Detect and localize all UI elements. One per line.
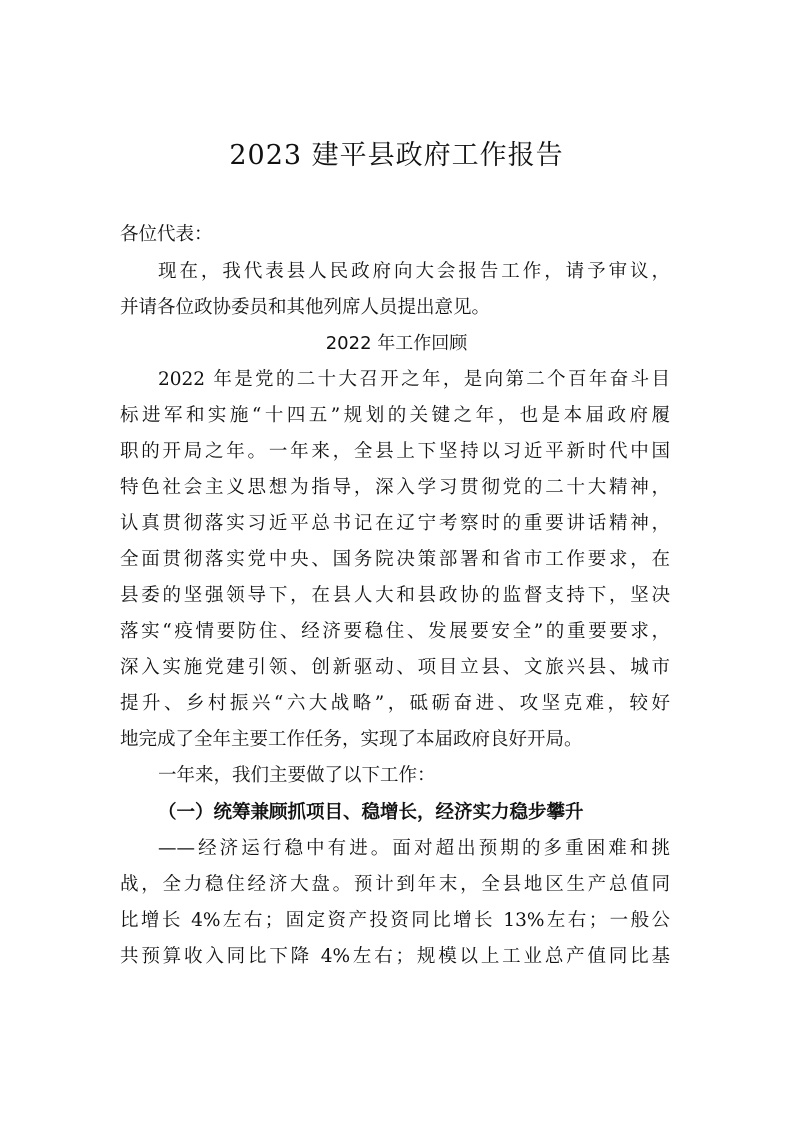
work-intro: 一年来，我们主要做了以下工作： xyxy=(158,765,436,786)
review-line-6: 全面贯彻落实党中央、国务院决策部署和省市工作要求，在 xyxy=(120,549,670,570)
review-line-8: 落实“疫情要防住、经济要稳住、发展要安全”的重要要求， xyxy=(120,621,670,642)
section-heading: 2022 年工作回顾 xyxy=(325,333,468,354)
review-line-4: 特色社会主义思想为指导，深入学习贯彻党的二十大精神， xyxy=(120,477,670,498)
document-title: 2023 建平县政府工作报告 xyxy=(229,140,564,171)
review-line-7: 县委的坚强领导下，在县人大和县政协的监督支持下，坚决 xyxy=(120,585,670,606)
review-line-10: 提升、乡村振兴“六大战略”，砥砺奋进、攻坚克难，较好 xyxy=(120,693,670,714)
intro-line-1: 现在，我代表县人民政府向大会报告工作，请予审议， xyxy=(158,261,670,282)
subsection-heading: （一）统筹兼顾抓项目、稳增长，经济实力稳步攀升 xyxy=(158,802,584,823)
economy-line-4: 共预算收入同比下降 4%左右；规模以上工业总产值同比基 xyxy=(120,946,670,967)
review-line-3: 职的开局之年。一年来，全县上下坚持以习近平新时代中国 xyxy=(120,441,670,462)
greeting: 各位代表： xyxy=(120,224,213,245)
economy-line-1: ——经济运行稳中有进。面对超出预期的多重困难和挑 xyxy=(158,838,670,859)
review-line-11: 地完成了全年主要工作任务，实现了本届政府良好开局。 xyxy=(120,729,583,750)
economy-line-2: 战，全力稳住经济大盘。预计到年末，全县地区生产总值同 xyxy=(120,874,670,895)
review-line-2: 标进军和实施“十四五”规划的关键之年，也是本届政府履 xyxy=(120,405,670,426)
review-line-9: 深入实施党建引领、创新驱动、项目立县、文旅兴县、城市 xyxy=(120,657,670,678)
review-line-5: 认真贯彻落实习近平总书记在辽宁考察时的重要讲话精神， xyxy=(120,513,670,534)
intro-line-2: 并请各位政协委员和其他列席人员提出意见。 xyxy=(120,297,491,318)
review-line-1: 2022 年是党的二十大召开之年，是向第二个百年奋斗目 xyxy=(158,369,670,390)
economy-line-3: 比增长 4%左右；固定资产投资同比增长 13%左右；一般公 xyxy=(120,910,670,931)
